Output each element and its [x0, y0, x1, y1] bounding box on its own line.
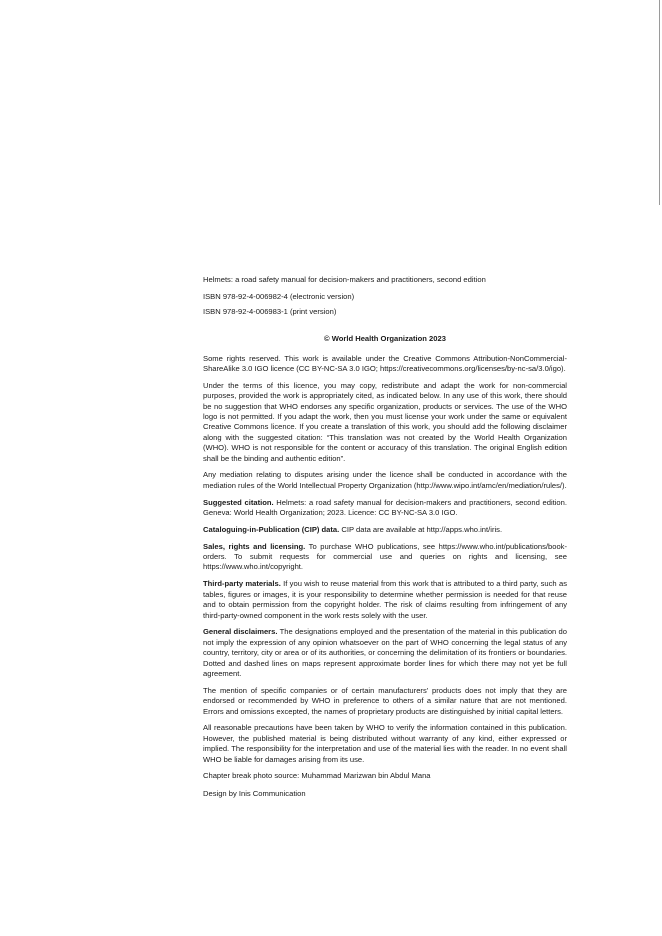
cip-paragraph	[203, 525, 567, 535]
third-party-paragraph	[203, 579, 567, 621]
sales-text: To purchase WHO publications, see https://www.who.int/publications/book-orders. To submit requests for commercial use and queries on rights and licensing, see https://www.who.int/copyright.	[203, 541, 567, 572]
design-credit: Design by Inis Communication	[203, 788, 306, 798]
companies-paragraph: The mention of specific companies or of certain manufacturers’ products does not imply that they are endorsed or recommended by WHO in preference to others of a similar nature that are not mentioned. Errors and omissions excepted, the names of proprietary products are distinguished by initial capital letters.	[203, 685, 567, 716]
suggested-citation-paragraph	[203, 498, 567, 519]
page-edge-rule	[659, 0, 660, 205]
general-disclaimers-label: General disclaimers.	[203, 627, 278, 637]
suggested-citation-label: Suggested citation.	[203, 497, 274, 507]
rights-paragraph: Some rights reserved. This work is available under the Creative Commons Attribution-NonCommercial-ShareAlike 3.0 IGO licence (CC BY-NC-SA 3.0 IGO; https://creativecommons.org/licenses/by-nc-sa/3.0/igo).	[203, 353, 567, 374]
general-disclaimers-paragraph	[203, 627, 567, 679]
copyright-notice: © World Health Organization 2023	[324, 334, 446, 344]
third-party-text: If you wish to reuse material from this work that is attributed to a third party, such as tables, figures or images, it is your responsibility to determine whether permission is needed for that reuse and to obtain permission from the copyright holder. The risk of claims resulting from infringement of any third-party-owned component in the work rests solely with the user.	[203, 579, 567, 620]
precautions-paragraph: All reasonable precautions have been taken by WHO to verify the information contained in this publication. However, the published material is being distributed without warranty of any kind, either expressed or implied. The responsibility for the interpretation and use of the material lies with the reader. In no event shall WHO be liable for damages arising from its use.	[203, 723, 567, 764]
suggested-citation-text: Helmets: a road safety manual for decision-makers and practitioners, second edition. Geneva: World Health Organization; 2023. Licence: CC BY-NC-SA 3.0 IGO.	[203, 497, 567, 518]
sales-label: Sales, rights and licensing.	[203, 541, 306, 551]
photo-source: Chapter break photo source: Muhammad Marizwan bin Abdul Mana	[203, 771, 431, 781]
sales-paragraph	[203, 542, 567, 573]
copyright-page	[203, 275, 567, 806]
isbn-print: ISBN 978-92-4-006983-1 (print version)	[203, 306, 337, 316]
cip-label: Cataloguing-in-Publication (CIP) data.	[203, 524, 340, 534]
cip-text: CIP data are available at http://apps.who.int/iris.	[339, 524, 503, 534]
isbn-electronic: ISBN 978-92-4-006982-4 (electronic version)	[203, 292, 355, 302]
third-party-label: Third-party materials.	[203, 579, 281, 589]
mediation-paragraph: Any mediation relating to disputes arising under the licence shall be conducted in accordance with the mediation rules of the World Intellectual Property Organization (http://www.wipo.int/amc/en/mediation/rules/).	[203, 470, 567, 490]
publication-title: Helmets: a road safety manual for decision-makers and practitioners, second edition	[203, 275, 486, 284]
licence-terms-paragraph: Under the terms of this licence, you may copy, redistribute and adapt the work for non-commercial purposes, provided the work is appropriately cited, as indicated below. In any use of this work, there should be no suggestion that WHO endorses any specific organization, products or services. The use of the WHO logo is not permitted. If you adapt the work, then you must license your work under the same or equivalent Creative Commons licence. If you create a translation of this work, you should add the following disclaimer along with the suggested citation: “This translation was not created by the World Health Organization (WHO). WHO is not responsible for the content or accuracy of this translation. The original English edition shall be the binding and authentic edition”.	[203, 380, 567, 463]
general-disclaimers-text: The designations employed and the presentation of the material in this publication do not imply the expression of any opinion whatsoever on the part of WHO concerning the legal status of any country, territory, city or area or of its authorities, or concerning the delimitation of its frontiers or boundaries. Dotted and dashed lines on maps represent approximate border lines for which there may not yet be full agreement.	[203, 627, 568, 678]
